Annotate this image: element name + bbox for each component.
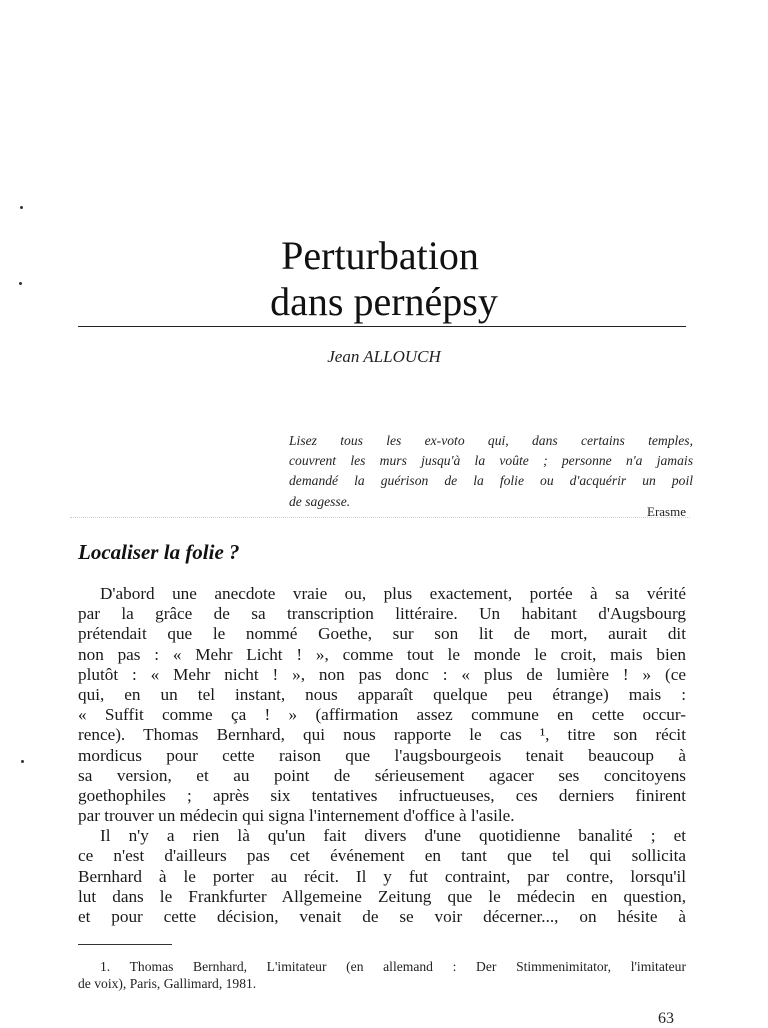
body-line: plutôt : « Mehr nicht ! », non pas donc : « plus de lumière ! » (ce [78, 664, 686, 684]
body-line: lut dans le Frankfurter Allgemeine Zeitung que le médecin en question, [78, 886, 686, 906]
body-line: « Suffit comme ça ! » (affirmation assez commune en cette occur- [78, 705, 686, 725]
epigraph-line: de sagesse. [289, 493, 351, 509]
page-number: 63 [658, 1010, 674, 1027]
footnote [78, 958, 686, 992]
body-line: goethophiles ; après six tentatives infructueuses, ces derniers finirent [78, 785, 686, 805]
epigraph-line: Lisez tous les ex-voto qui, dans certains temples, [289, 433, 693, 448]
epigraph [289, 432, 693, 513]
title-line-2: dans pernépsy [270, 279, 498, 324]
footnote-rule [78, 944, 172, 945]
body-line: qui, en un tel instant, nous apparaît quelque peu étrange) mais : [78, 684, 686, 704]
body-line: Bernhard à le porter au récit. Il y fut contraint, par contre, lorsqu'il [78, 866, 686, 886]
body-line: rence). Thomas Bernhard, qui nous rapporte le cas ¹, titre son récit [78, 725, 686, 745]
scan-speck [19, 282, 22, 285]
author-name: Jean ALLOUCH [327, 347, 441, 366]
epigraph-line: couvrent les murs jusqu'à la voûte ; personne n'a jamais [289, 453, 693, 469]
title-rule [78, 326, 686, 327]
scan-speck [20, 206, 23, 209]
epigraph-source: Erasme [647, 504, 686, 519]
body-text [78, 584, 686, 927]
body-line: Il n'y a rien là qu'un fait divers d'une quotidienne banalité ; et [100, 826, 686, 846]
footnote-line: 1. Thomas Bernhard, L'imitateur (en allemand : Der Stimmenimitator, l'imitateur [100, 959, 686, 974]
scan-speck [21, 760, 24, 763]
body-line: et pour cette décision, venait de se voir décerner..., on hésite à [78, 907, 686, 926]
body-line: D'abord une anecdote vraie ou, plus exactement, portée à sa vérité [100, 584, 686, 603]
section-heading: Localiser la folie ? [78, 540, 240, 564]
body-line: par la grâce de sa transcription littéraire. Un habitant d'Augsbourg [78, 604, 686, 624]
body-line: mordicus pour cette raison que l'augsbourgeois tenait beaucoup à [78, 745, 686, 765]
footnote-line: de voix), Paris, Gallimard, 1981. [78, 976, 257, 991]
body-line: sa version, et au point de sérieusement agacer ses concitoyens [78, 765, 686, 785]
epigraph-line: demandé la guérison de la folie ou d'acquérir un poil [289, 473, 693, 489]
body-line: non pas : « Mehr Licht ! », comme tout le monde le croit, mais bien [78, 644, 686, 664]
title-line-1: Perturbation [281, 233, 479, 278]
body-line: prétendait que le nommé Goethe, sur son lit de mort, aurait dit [78, 624, 686, 644]
body-line: par trouver un médecin qui signa l'internement d'office à l'asile. [78, 806, 515, 826]
body-line: ce n'est d'ailleurs pas cet événement en tant que tel qui sollicita [78, 846, 686, 866]
